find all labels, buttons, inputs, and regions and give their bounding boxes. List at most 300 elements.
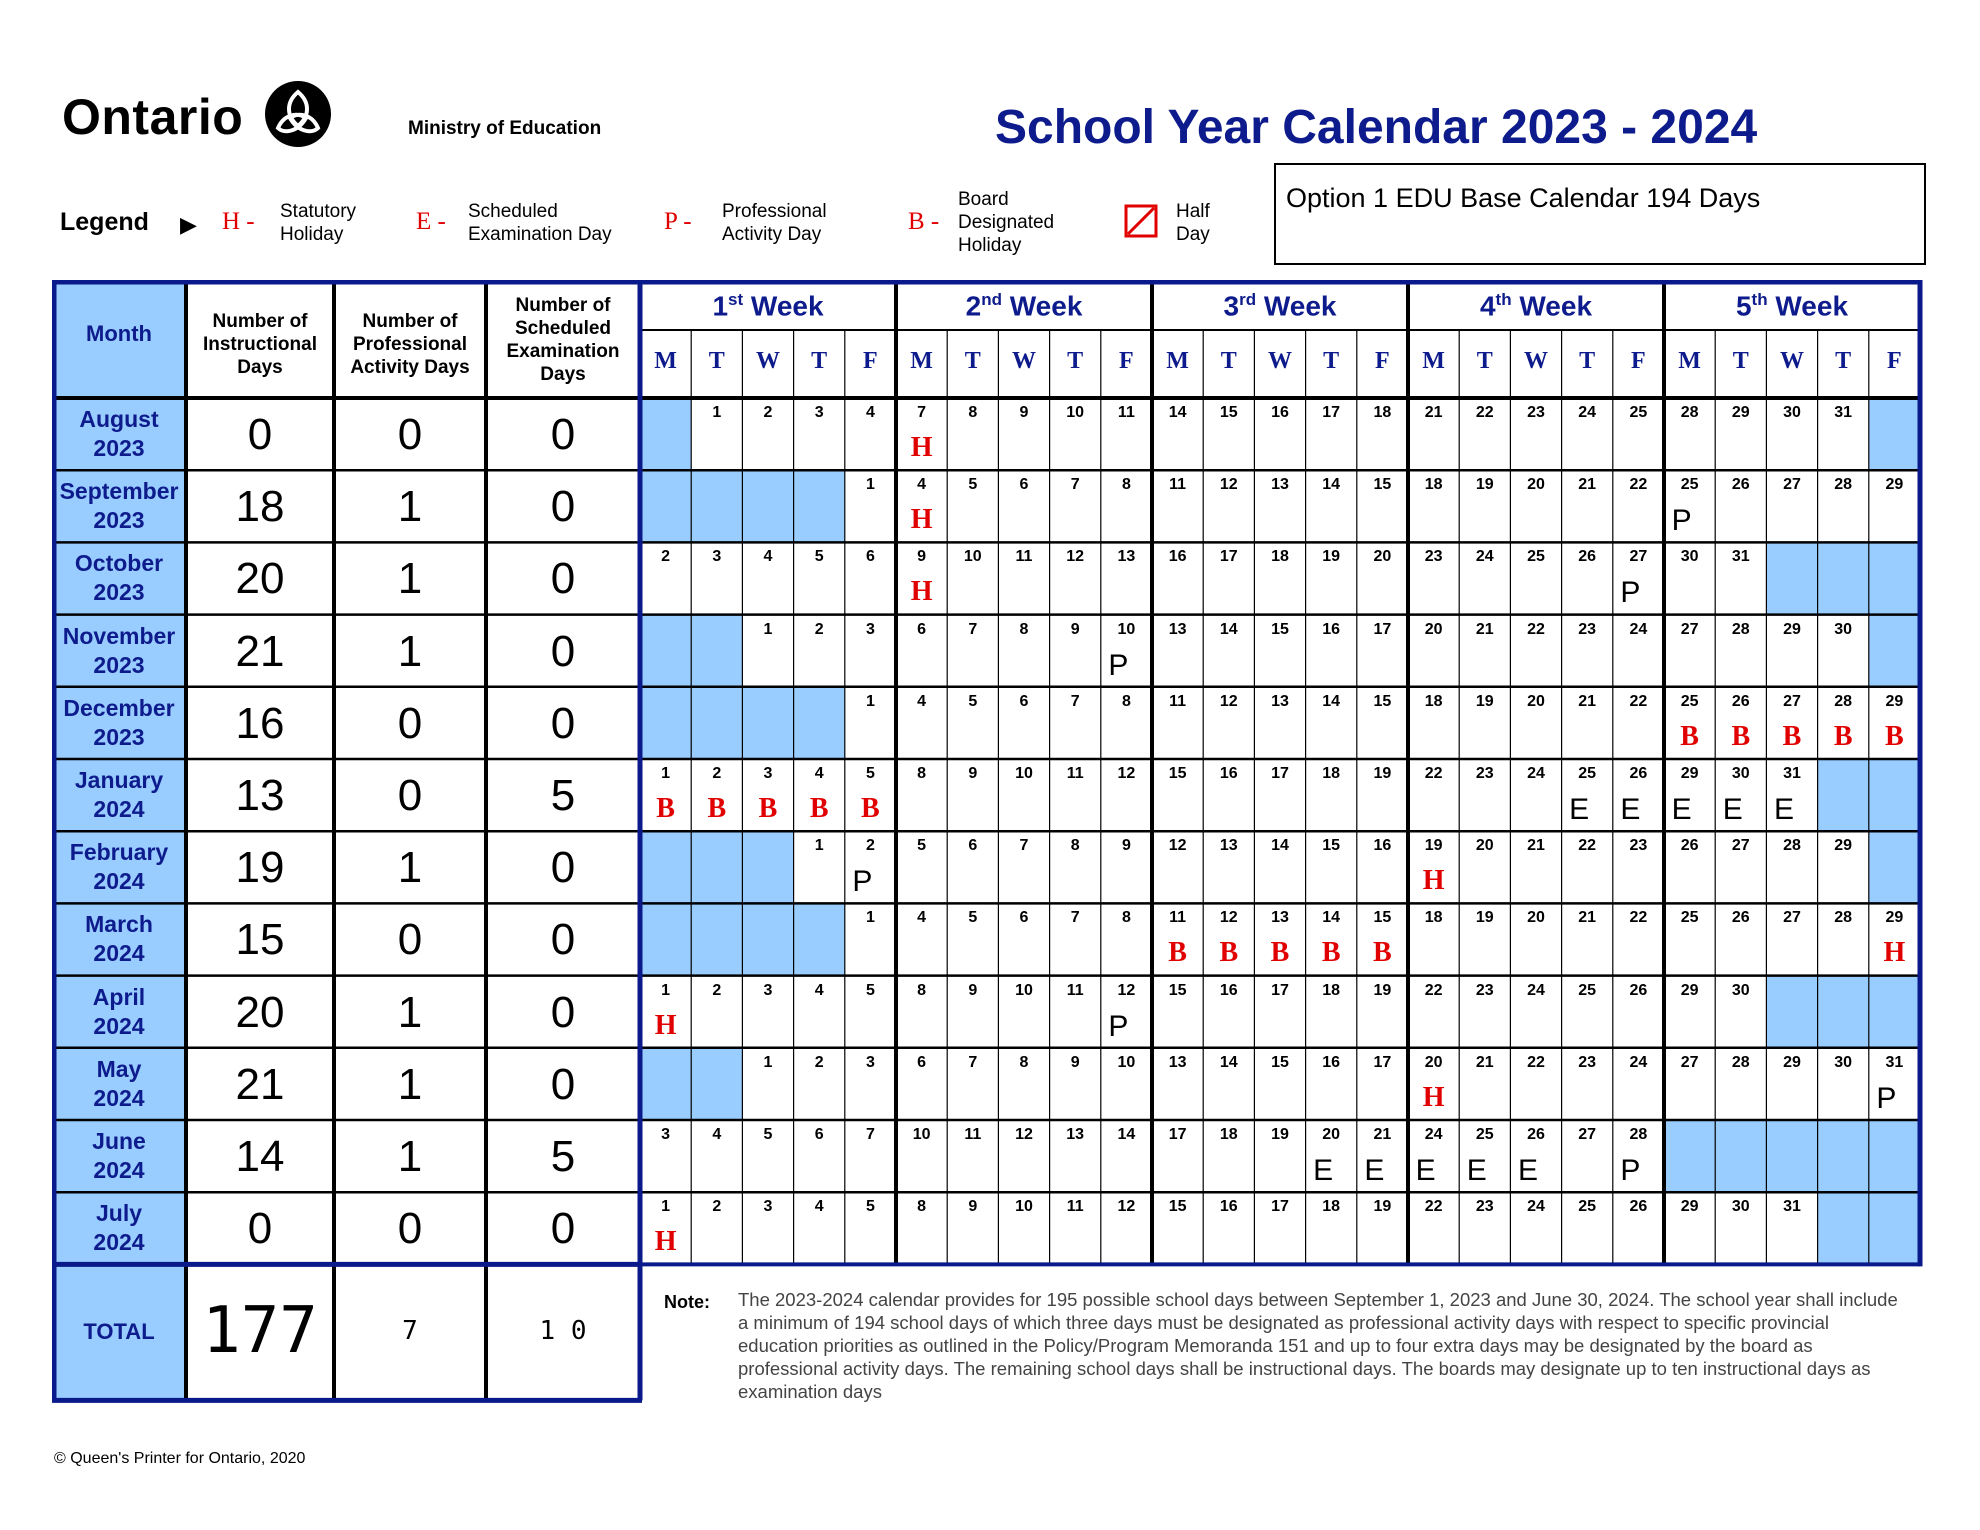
day-number: 11 — [1066, 1198, 1084, 1216]
day-number: 8 — [917, 1198, 927, 1216]
day-number: 15 — [1373, 909, 1392, 927]
month-year: 2023 — [93, 579, 145, 606]
day-number: 20 — [1373, 548, 1392, 566]
instructional-days-count: 21 — [235, 1059, 285, 1109]
day-number: 30 — [1731, 981, 1750, 999]
day-number: 28 — [1629, 1126, 1648, 1143]
day-number: 20 — [1475, 837, 1494, 855]
month-name — [52, 983, 186, 1041]
pa-day-marker: P — [1671, 504, 1692, 538]
week-header-1 — [640, 290, 896, 322]
day-number: 22 — [1424, 981, 1443, 999]
day-number: 24 — [1629, 1053, 1648, 1071]
day-number: 19 — [1322, 548, 1341, 566]
day-number: 17 — [1373, 620, 1392, 638]
day-number: 10 — [1015, 1198, 1033, 1216]
day-of-week-header: M — [654, 348, 677, 374]
board-holiday-marker: B — [656, 793, 675, 824]
day-of-week-header: T — [1476, 348, 1493, 374]
empty-day-fill — [640, 470, 691, 542]
day-number: 12 — [1219, 909, 1238, 927]
header-instructional: Number of Instructional Days — [202, 311, 317, 378]
holiday-marker: H — [910, 504, 933, 536]
board-holiday-marker: B — [1885, 720, 1904, 752]
week-header-3 — [1152, 290, 1408, 322]
day-number: 4 — [712, 1126, 722, 1143]
day-number: 8 — [968, 404, 978, 421]
week-ordinal: th — [1495, 290, 1512, 309]
page-title: School Year Calendar 2023 - 2024 — [995, 101, 1758, 154]
week-number: 2 — [965, 290, 982, 322]
month-name — [52, 477, 186, 535]
day-of-week-header: W — [1779, 348, 1804, 374]
month-label: December — [63, 694, 175, 721]
day-number: 3 — [763, 1198, 773, 1216]
total-label: TOTAL — [83, 1319, 155, 1345]
empty-day-fill — [691, 831, 742, 903]
day-number: 23 — [1475, 981, 1494, 999]
day-number: 10 — [963, 548, 982, 566]
empty-day-fill — [1818, 542, 1869, 614]
pa-days-count: 0 — [397, 1204, 423, 1254]
day-number: 27 — [1783, 909, 1801, 927]
legend-label: Legend — [60, 208, 149, 236]
month-label: August — [79, 406, 159, 432]
pa-day-marker: P — [1108, 1009, 1129, 1043]
pa-days-count: 1 — [397, 482, 423, 532]
total-exam: 1 0 — [539, 1316, 587, 1347]
week-header-4 — [1408, 290, 1664, 322]
day-number: 27 — [1680, 1053, 1699, 1071]
month-year: 2023 — [93, 435, 145, 461]
exam-day-marker: E — [1569, 793, 1590, 826]
day-number: 8 — [1121, 909, 1131, 927]
day-number: 21 — [1578, 692, 1597, 710]
month-name — [52, 549, 186, 607]
day-number: 9 — [968, 981, 978, 999]
exam-day-marker: E — [1466, 1154, 1487, 1187]
day-number: 3 — [814, 404, 824, 421]
day-of-week-header: W — [1267, 348, 1292, 374]
day-number: 12 — [1168, 837, 1187, 855]
empty-day-fill — [1766, 1120, 1817, 1192]
day-of-week-header: T — [708, 348, 725, 374]
empty-day-fill — [1818, 1192, 1869, 1264]
ministry-label: Ministry of Education — [408, 118, 602, 139]
day-number: 5 — [865, 765, 875, 782]
day-of-week-header: T — [1579, 348, 1596, 374]
day-number: 6 — [865, 548, 875, 566]
day-number: 9 — [1070, 620, 1080, 638]
day-number: 24 — [1424, 1126, 1443, 1143]
exam-days-count: 0 — [550, 698, 576, 748]
day-number: 4 — [814, 1198, 824, 1216]
exam-day-marker: E — [1517, 1154, 1538, 1187]
day-number: 31 — [1783, 765, 1801, 782]
exam-days-count: 0 — [550, 554, 576, 604]
month-year: 2024 — [93, 940, 145, 967]
day-number: 12 — [1117, 1198, 1136, 1216]
pa-day-marker: P — [1620, 576, 1641, 610]
day-number: 4 — [814, 981, 824, 999]
day-number: 24 — [1527, 765, 1545, 782]
day-number: 3 — [763, 981, 773, 999]
pa-days-count: 0 — [397, 410, 423, 459]
month-label: March — [85, 911, 153, 938]
empty-day-fill — [640, 398, 691, 470]
month-name — [52, 1199, 186, 1257]
exam-days-count: 0 — [550, 915, 576, 965]
month-label: February — [69, 839, 169, 866]
day-number: 26 — [1578, 548, 1597, 566]
holiday-marker: H — [1422, 1081, 1445, 1113]
day-number: 22 — [1629, 476, 1648, 494]
empty-day-fill — [1869, 615, 1920, 687]
day-number: 10 — [1117, 1053, 1136, 1071]
day-number: 19 — [1475, 476, 1494, 494]
day-number: 16 — [1271, 404, 1289, 421]
week-ordinal: th — [1751, 290, 1768, 309]
day-of-week-header: M — [1166, 348, 1189, 374]
instructional-days-count: 0 — [247, 1204, 273, 1254]
day-number: 21 — [1578, 909, 1597, 927]
exam-day-marker: E — [1773, 793, 1794, 826]
month-name — [52, 1055, 186, 1113]
day-number: 27 — [1629, 548, 1648, 566]
day-of-week-header: F — [1375, 348, 1390, 374]
week-label: Week — [1009, 290, 1083, 322]
month-year: 2024 — [93, 1012, 145, 1039]
month-year: 2024 — [93, 1084, 145, 1111]
day-of-week-header: F — [1119, 348, 1134, 374]
day-number: 6 — [814, 1126, 824, 1143]
day-number: 11 — [1015, 548, 1033, 566]
instructional-days-count: 18 — [235, 482, 285, 532]
board-holiday-marker: B — [1373, 937, 1392, 969]
calendar-table — [52, 280, 1924, 1412]
day-number: 12 — [1219, 476, 1238, 494]
day-number: 23 — [1527, 404, 1545, 421]
empty-day-fill — [640, 903, 691, 975]
week-header-5 — [1664, 290, 1920, 322]
day-number: 14 — [1322, 909, 1341, 927]
day-number: 4 — [917, 692, 927, 710]
day-number: 25 — [1527, 548, 1545, 566]
day-number: 20 — [1322, 1126, 1341, 1143]
week-number: 4 — [1479, 290, 1496, 322]
day-number: 24 — [1527, 1198, 1545, 1216]
day-number: 25 — [1680, 909, 1699, 927]
day-of-week-header: F — [1887, 348, 1902, 374]
day-number: 8 — [1070, 837, 1080, 855]
day-number: 21 — [1527, 837, 1545, 855]
day-number: 21 — [1424, 404, 1443, 421]
day-number: 15 — [1219, 404, 1238, 421]
day-number: 3 — [865, 620, 875, 638]
day-number: 16 — [1168, 548, 1187, 566]
day-number: 2 — [865, 837, 875, 855]
day-number: 6 — [968, 837, 978, 855]
day-number: 23 — [1629, 837, 1648, 855]
month-name — [52, 622, 186, 680]
empty-day-fill — [1869, 1120, 1920, 1192]
day-number: 30 — [1834, 620, 1853, 638]
exam-day-marker: E — [1364, 1154, 1385, 1187]
day-number: 2 — [814, 1053, 824, 1071]
day-number: 6 — [1019, 692, 1029, 710]
day-number: 13 — [1066, 1126, 1085, 1143]
header-month: Month — [86, 321, 152, 346]
day-number: 7 — [1070, 476, 1080, 494]
day-number: 5 — [968, 476, 978, 494]
month-label: July — [95, 1200, 143, 1227]
legend-code-holiday: H - — [222, 208, 255, 235]
instructional-days-count: 15 — [235, 915, 285, 965]
legend-text-exam: Scheduled Examination Day — [468, 201, 612, 245]
day-number: 1 — [661, 765, 671, 782]
day-number: 30 — [1680, 548, 1699, 566]
day-number: 29 — [1680, 1198, 1699, 1216]
empty-day-fill — [794, 687, 845, 759]
pa-days-count: 0 — [397, 698, 423, 748]
month-year: 2023 — [93, 507, 145, 534]
empty-day-fill — [742, 470, 793, 542]
week-label: Week — [750, 290, 824, 322]
day-of-week-header: M — [1678, 348, 1701, 374]
month-name — [52, 838, 186, 896]
exam-day-marker: E — [1620, 793, 1641, 826]
legend-code-board: B - — [908, 208, 940, 235]
empty-day-fill — [1818, 1120, 1869, 1192]
day-number: 13 — [1219, 837, 1238, 855]
day-number: 18 — [1424, 692, 1443, 710]
day-of-week-header: T — [1220, 348, 1237, 374]
day-number: 28 — [1783, 837, 1801, 855]
day-number: 22 — [1424, 765, 1443, 782]
day-number: 12 — [1117, 981, 1136, 999]
day-number: 26 — [1731, 909, 1750, 927]
exam-day-marker: E — [1671, 793, 1692, 826]
day-number: 13 — [1271, 476, 1289, 494]
week-label: Week — [1775, 290, 1849, 322]
instructional-days-count: 16 — [235, 698, 285, 748]
day-number: 25 — [1680, 692, 1699, 710]
day-number: 14 — [1271, 837, 1289, 855]
day-number: 20 — [1424, 1053, 1443, 1071]
day-number: 21 — [1373, 1126, 1392, 1143]
day-number: 31 — [1834, 404, 1853, 421]
day-number: 18 — [1373, 404, 1392, 421]
day-number: 4 — [865, 404, 875, 421]
day-number: 26 — [1629, 765, 1648, 782]
day-number: 29 — [1731, 404, 1750, 421]
day-number: 5 — [865, 1198, 875, 1216]
exam-days-count: 5 — [550, 771, 576, 820]
day-number: 15 — [1168, 1198, 1187, 1216]
day-number: 14 — [1168, 404, 1187, 421]
day-number: 7 — [1019, 837, 1029, 855]
exam-day-marker: E — [1313, 1154, 1334, 1187]
ontario-logo-text: Ontario — [62, 89, 244, 145]
day-number: 29 — [1680, 981, 1699, 999]
month-name — [52, 694, 186, 752]
pa-day-marker: P — [1108, 648, 1129, 682]
legend-code-exam: E - — [416, 208, 446, 235]
day-number: 2 — [814, 620, 824, 638]
legend-text-holiday: Statutory Holiday — [280, 201, 357, 245]
holiday-marker: H — [910, 432, 933, 463]
empty-day-fill — [1869, 1192, 1920, 1264]
day-number: 15 — [1373, 692, 1392, 710]
total-instructional: 177 — [202, 1294, 318, 1369]
empty-day-fill — [640, 1048, 691, 1120]
board-holiday-marker: B — [707, 793, 727, 824]
month-name — [52, 766, 186, 824]
day-number: 5 — [968, 692, 978, 710]
month-label: April — [92, 983, 146, 1010]
day-number: 9 — [1070, 1053, 1080, 1071]
board-holiday-marker: B — [1219, 937, 1239, 969]
day-number: 24 — [1629, 620, 1648, 638]
day-number: 22 — [1629, 909, 1648, 927]
day-number: 14 — [1117, 1126, 1136, 1143]
empty-day-fill — [1664, 1120, 1715, 1192]
day-number: 9 — [917, 548, 927, 566]
board-holiday-marker: B — [809, 793, 829, 824]
arrow-right-icon: ▶ — [180, 212, 197, 237]
empty-day-fill — [1869, 398, 1920, 470]
month-label: September — [59, 478, 179, 505]
day-number: 17 — [1219, 548, 1238, 566]
holiday-marker: H — [910, 576, 933, 608]
empty-day-fill — [691, 1048, 742, 1120]
day-of-week-header: M — [1422, 348, 1445, 374]
day-number: 29 — [1834, 837, 1853, 855]
day-number: 22 — [1527, 620, 1545, 638]
board-holiday-marker: B — [1270, 937, 1290, 969]
legend-text-half: Half Day — [1176, 201, 1210, 245]
day-number: 5 — [865, 981, 875, 999]
month-year: 2023 — [93, 651, 145, 678]
day-number: 1 — [661, 1198, 671, 1216]
day-number: 18 — [1322, 765, 1341, 782]
day-number: 21 — [1578, 476, 1597, 494]
trillium-logo-icon — [262, 78, 334, 150]
day-number: 15 — [1271, 620, 1289, 638]
exam-days-count: 0 — [550, 482, 576, 532]
day-number: 11 — [1169, 476, 1187, 494]
day-number: 17 — [1168, 1126, 1187, 1143]
day-number: 10 — [1015, 765, 1033, 782]
exam-day-marker: E — [1415, 1154, 1436, 1187]
empty-day-fill — [640, 831, 691, 903]
empty-day-fill — [1818, 976, 1869, 1048]
empty-day-fill — [1869, 759, 1920, 831]
day-number: 14 — [1322, 476, 1341, 494]
month-name — [52, 910, 186, 968]
day-number: 5 — [763, 1126, 773, 1143]
holiday-marker: H — [1422, 865, 1445, 897]
day-number: 8 — [1121, 476, 1131, 494]
day-number: 29 — [1885, 909, 1904, 927]
empty-day-fill — [742, 687, 793, 759]
day-number: 2 — [712, 981, 722, 999]
day-number: 17 — [1271, 765, 1289, 782]
day-number: 19 — [1373, 981, 1392, 999]
day-number: 15 — [1168, 765, 1187, 782]
day-number: 1 — [763, 620, 773, 638]
day-number: 29 — [1885, 476, 1904, 494]
empty-day-fill — [1766, 976, 1817, 1048]
day-number: 26 — [1527, 1126, 1545, 1143]
day-number: 28 — [1834, 692, 1853, 710]
board-holiday-marker: B — [1680, 720, 1699, 752]
pa-days-count: 0 — [397, 771, 423, 820]
day-number: 30 — [1783, 404, 1801, 421]
day-number: 13 — [1168, 1053, 1187, 1071]
day-number: 17 — [1322, 404, 1341, 421]
empty-day-fill — [640, 687, 691, 759]
board-holiday-marker: B — [1731, 720, 1751, 752]
day-of-week-header: T — [1732, 348, 1749, 374]
pa-day-marker: P — [852, 865, 873, 899]
day-number: 4 — [917, 476, 927, 494]
day-number: 13 — [1271, 692, 1289, 710]
day-number: 13 — [1168, 620, 1187, 638]
day-number: 23 — [1475, 1198, 1494, 1216]
day-number: 27 — [1578, 1126, 1597, 1143]
instructional-days-count: 20 — [235, 554, 285, 604]
empty-day-fill — [1869, 831, 1920, 903]
day-number: 2 — [763, 404, 773, 421]
day-number: 28 — [1680, 404, 1699, 421]
day-number: 16 — [1373, 837, 1392, 855]
day-number: 28 — [1834, 909, 1853, 927]
day-number: 12 — [1117, 765, 1136, 782]
day-number: 23 — [1424, 548, 1443, 566]
day-number: 28 — [1834, 476, 1853, 494]
day-of-week-header: T — [811, 348, 828, 374]
board-holiday-marker: B — [861, 793, 880, 824]
day-number: 11 — [964, 1126, 982, 1143]
day-number: 12 — [1015, 1126, 1033, 1143]
empty-day-fill — [1869, 976, 1920, 1048]
day-number: 30 — [1731, 765, 1750, 782]
day-number: 11 — [1066, 981, 1084, 999]
day-number: 17 — [1373, 1053, 1392, 1071]
day-number: 15 — [1168, 981, 1187, 999]
day-number: 28 — [1731, 1053, 1750, 1071]
day-number: 10 — [1117, 620, 1136, 638]
instructional-days-count: 20 — [235, 987, 285, 1037]
week-label: Week — [1263, 290, 1337, 322]
day-number: 14 — [1219, 620, 1238, 638]
day-number: 3 — [661, 1126, 671, 1143]
day-number: 20 — [1424, 620, 1443, 638]
day-number: 24 — [1475, 548, 1494, 566]
week-ordinal: st — [728, 290, 744, 309]
empty-day-fill — [640, 615, 691, 687]
day-number: 1 — [814, 837, 824, 855]
week-header-2 — [896, 290, 1152, 322]
day-number: 1 — [763, 1053, 773, 1071]
day-of-week-header: T — [1067, 348, 1084, 374]
pa-day-marker: P — [1876, 1081, 1897, 1115]
empty-day-fill — [1818, 759, 1869, 831]
day-of-week-header: M — [910, 348, 933, 374]
day-number: 11 — [1066, 765, 1084, 782]
day-number: 15 — [1373, 476, 1392, 494]
